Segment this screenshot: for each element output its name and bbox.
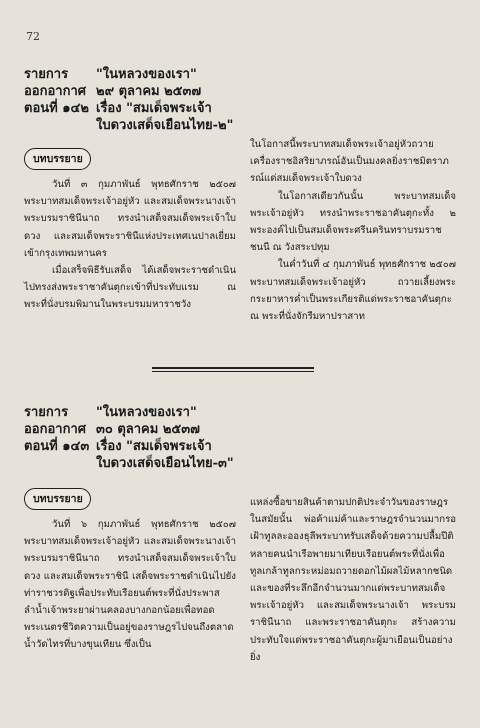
right-column xyxy=(250,136,456,325)
subject-row-2 xyxy=(24,455,264,472)
program-row xyxy=(24,404,264,421)
airdate-label: ออกอากาศ xyxy=(24,84,87,99)
program-value: "ในหลวงของเรา" xyxy=(96,405,197,420)
left-column xyxy=(24,516,236,654)
airdate-value: ๓๐ ตุลาคม ๒๕๓๗ xyxy=(96,422,200,437)
paragraph: วันที่ ๓ กุมภาพันธ์ พุทธศักราช ๒๕๐๗ พระบาทสมเด็จพระเจ้าอยู่หัว และสมเด็จพระนางเจ้า พระบรมราชินีนาถ ทรงนำเสด็จสมเด็จพระเจ้าใบดวง และสมเด็จพระราชินีแห่งประเทศเนปาลเยี่ยมเข้ากรุงเทพมหานคร xyxy=(24,179,236,259)
airdate-row xyxy=(24,421,264,438)
episode-header xyxy=(24,404,264,472)
episode-header xyxy=(24,66,264,134)
paragraph: ในค่ำวันที่ ๔ กุมภาพันธ์ พุทธศักราช ๒๕๐๗ พระบาทสมเด็จพระเจ้าอยู่หัว ถวายเลี้ยงพระกระยาหารค่ำเป็นพระเกียรติแด่พระราชอาคันตุกะ ณ พระที่นั่งจักรีมหาปราสาท xyxy=(250,259,456,323)
program-label: รายการ xyxy=(24,67,69,82)
narration-badge: บทบรรยาย xyxy=(24,488,91,510)
subject-row-2 xyxy=(24,117,264,134)
right-column xyxy=(250,494,456,666)
subject-line-1: เรื่อง "สมเด็จพระเจ้า xyxy=(96,101,212,116)
paragraph: เมื่อเสร็จพิธีรับเสด็จ ได้เสด็จพระราชดำเนินไปทรงส่งพระราชาคันตุกะเข้าที่ประทับแรม ณ พระที่นั่งบรมพิมานในพระบรมมหาราชวัง xyxy=(24,265,236,311)
airdate-value: ๒๙ ตุลาคม ๒๕๓๗ xyxy=(96,84,202,99)
program-label: รายการ xyxy=(24,405,69,420)
episode-row xyxy=(24,100,264,117)
program-value: "ในหลวงของเรา" xyxy=(96,67,197,82)
paragraph: ในโอกาสเดียวกันนั้น พระบาทสมเด็จพระเจ้าอยู่หัว ทรงนำพระราชอาคันตุกะทั้ง ๒ พระองค์ไปเป็นสมเด็จพระศรีนครินทราบรมราชชนนี ณ วังสระปทุม xyxy=(250,190,456,254)
paragraph: แหล่งซื้อขายสินค้าตามปกติประจำวันของราษฎรในสมัยนั้น พ่อค้าแม่ค้าและราษฎรจำนวนมากรอเฝ้าทูลละอองธุลีพระบาทรับเสด็จด้วยความปลื้มปีติ หลายคนนำเรือพายมาเทียบเรือยนต์พระที่นั่งเพื่อทูลเกล้าทูลกระหม่อมถวายดอกไม้ผลไม้หลากชนิดและของที่ระลึกอีกจำนวนมากแด่พระบาทสมเด็จพระเจ้าอยู่หัว และสมเด็จพระนางเจ้า พระบรมราชินีนาถ และพระราชอาคันตุกะ สร้างความประทับใจแด่พระราชอาคันตุกะผู้มาเยือนเป็นอย่างยิ่ง xyxy=(250,497,456,663)
episode-row xyxy=(24,438,264,455)
page-number: 72 xyxy=(26,30,40,43)
left-column xyxy=(24,176,236,314)
subject-line-1: เรื่อง "สมเด็จพระเจ้า xyxy=(96,439,212,454)
section-divider xyxy=(152,367,314,372)
subject-line-2: ใบดวงเสด็จเยือนไทย-๓" xyxy=(96,456,234,471)
episode-label: ตอนที่ ๑๔๒ xyxy=(24,101,89,116)
narration-badge: บทบรรยาย xyxy=(24,148,91,170)
paragraph: ในโอกาสนี้พระบาทสมเด็จพระเจ้าอยู่หัวถวายเครื่องราชอิสริยาภรณ์อันเป็นมงคลยิ่งราชมิตราภรณ์แด่สมเด็จพระเจ้าใบดวง xyxy=(250,139,449,185)
subject-line-2: ใบดวงเสด็จเยือนไทย-๒" xyxy=(96,118,234,133)
airdate-row xyxy=(24,83,264,100)
program-row xyxy=(24,66,264,83)
airdate-label: ออกอากาศ xyxy=(24,422,87,437)
paragraph: วันที่ ๖ กุมภาพันธ์ พุทธศักราช ๒๕๐๗ พระบาทสมเด็จพระเจ้าอยู่หัว และสมเด็จพระนางเจ้า พระบรมราชินีนาถ ทรงนำเสด็จสมเด็จพระเจ้าใบดวง และสมเด็จพระราชินี เสด็จพระราชดำเนินไปยังท่าราชวรดิฐเพื่อประทับเรือยนต์พระที่นั่งประพาสลำน้ำเจ้าพระยาผ่านคลองบางกอกน้อยเพื่อทอดพระเนตรชีวิตความเป็นอยู่ของราษฎรไปจนถึงตลาดน้ำวัดไทรที่บางขุนเทียน ซึ่งเป็น xyxy=(24,519,236,651)
episode-label: ตอนที่ ๑๔๓ xyxy=(24,439,90,454)
